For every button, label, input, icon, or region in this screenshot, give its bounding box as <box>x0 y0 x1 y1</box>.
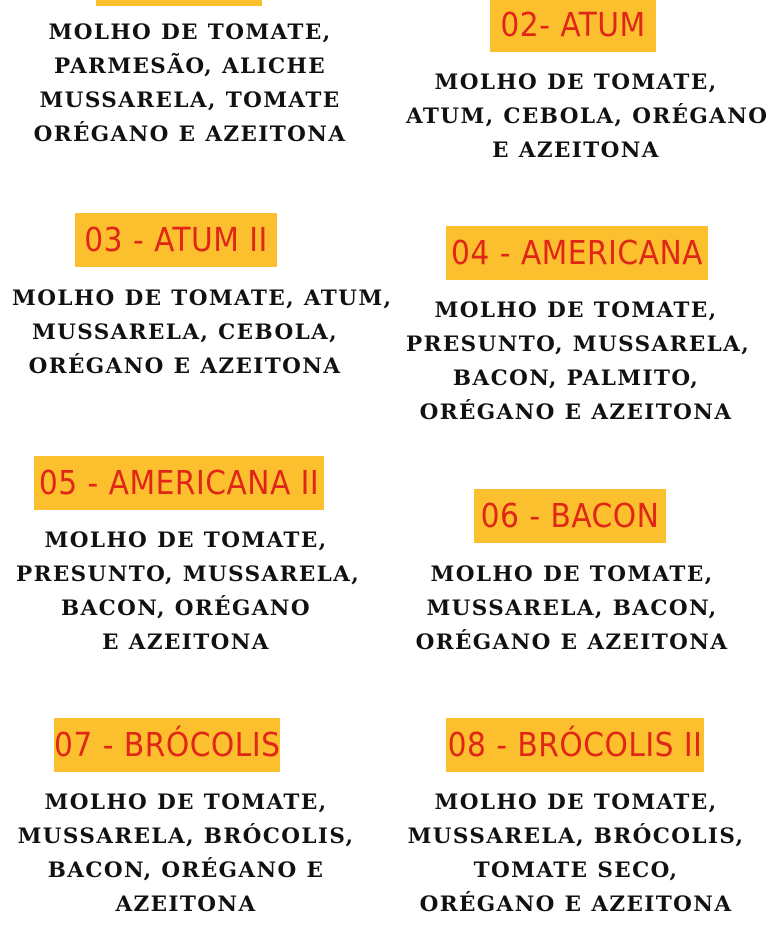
menu-item-2-line: MOLHO DE TOMATE, <box>434 70 718 95</box>
menu-item-6-line: MUSSARELA, BACON, <box>426 596 718 621</box>
menu-item-7-description <box>16 786 356 922</box>
menu-item-7-line: AZEITONA <box>115 892 257 917</box>
menu-item-1-line: PARMESÃO, ALICHE <box>53 54 327 79</box>
menu-item-4-line: PRESUNTO, MUSSARELA, <box>406 332 751 357</box>
menu-item-3-line: ORÉGANO E AZEITONA <box>28 354 342 379</box>
menu-item-6-line: ORÉGANO E AZEITONA <box>415 630 729 655</box>
menu-item-8-description <box>406 786 746 922</box>
menu-item-5-title: 05 - AMERICANA II <box>34 456 324 510</box>
menu-item-5-line: E AZEITONA <box>102 630 270 655</box>
menu-item-5-description <box>16 524 361 660</box>
menu-item-2-line: ATUM, CEBOLA, ORÉGANO <box>406 104 768 129</box>
menu-item-6-title: 06 - BACON <box>474 489 666 543</box>
menu-item-8-line: MUSSARELA, BRÓCOLIS, <box>407 824 745 849</box>
menu-item-2-description <box>406 66 768 168</box>
menu-item-5-line: BACON, ORÉGANO <box>61 596 311 621</box>
menu-item-4-line: ORÉGANO E AZEITONA <box>419 400 733 425</box>
menu-item-8-line: TOMATE SECO, <box>473 858 679 883</box>
menu-item-8-title: 08 - BRÓCOLIS II <box>446 718 704 772</box>
menu-item-3-line: MOLHO DE TOMATE, ATUM, <box>12 286 393 311</box>
menu-item-5-line: MOLHO DE TOMATE, <box>44 528 328 553</box>
menu-item-3-description <box>12 282 393 384</box>
menu-item-7-line: MOLHO DE TOMATE, <box>44 790 328 815</box>
menu-item-4-line: MOLHO DE TOMATE, <box>434 298 718 323</box>
menu-item-3-title: 03 - ATUM II <box>75 213 277 267</box>
menu-item-4-title: 04 - AMERICANA <box>446 226 708 280</box>
menu-item-8-line: ORÉGANO E AZEITONA <box>419 892 733 917</box>
menu-item-2-title: 02- ATUM <box>490 0 656 52</box>
menu-item-5-line: PRESUNTO, MUSSARELA, <box>16 562 361 587</box>
menu-item-1-title-band <box>96 0 262 6</box>
menu-item-1-line: ORÉGANO E AZEITONA <box>33 122 347 147</box>
menu-item-4-description <box>406 294 751 430</box>
menu-item-7-line: MUSSARELA, BRÓCOLIS, <box>17 824 355 849</box>
menu-item-1-description <box>20 16 360 152</box>
menu-item-4-line: BACON, PALMITO, <box>452 366 700 391</box>
menu-item-3-line: MUSSARELA, CEBOLA, <box>31 320 339 345</box>
menu-item-6-line: MOLHO DE TOMATE, <box>430 562 714 587</box>
menu-item-1-line: MOLHO DE TOMATE, <box>48 20 332 45</box>
menu-item-7-line: BACON, ORÉGANO E <box>47 858 325 883</box>
menu-item-1-line: MUSSARELA, TOMATE <box>39 88 341 113</box>
menu-item-2-line: E AZEITONA <box>492 138 660 163</box>
menu-item-6-description <box>402 558 742 660</box>
menu-item-7-title: 07 - BRÓCOLIS <box>54 718 280 772</box>
menu-item-8-line: MOLHO DE TOMATE, <box>434 790 718 815</box>
